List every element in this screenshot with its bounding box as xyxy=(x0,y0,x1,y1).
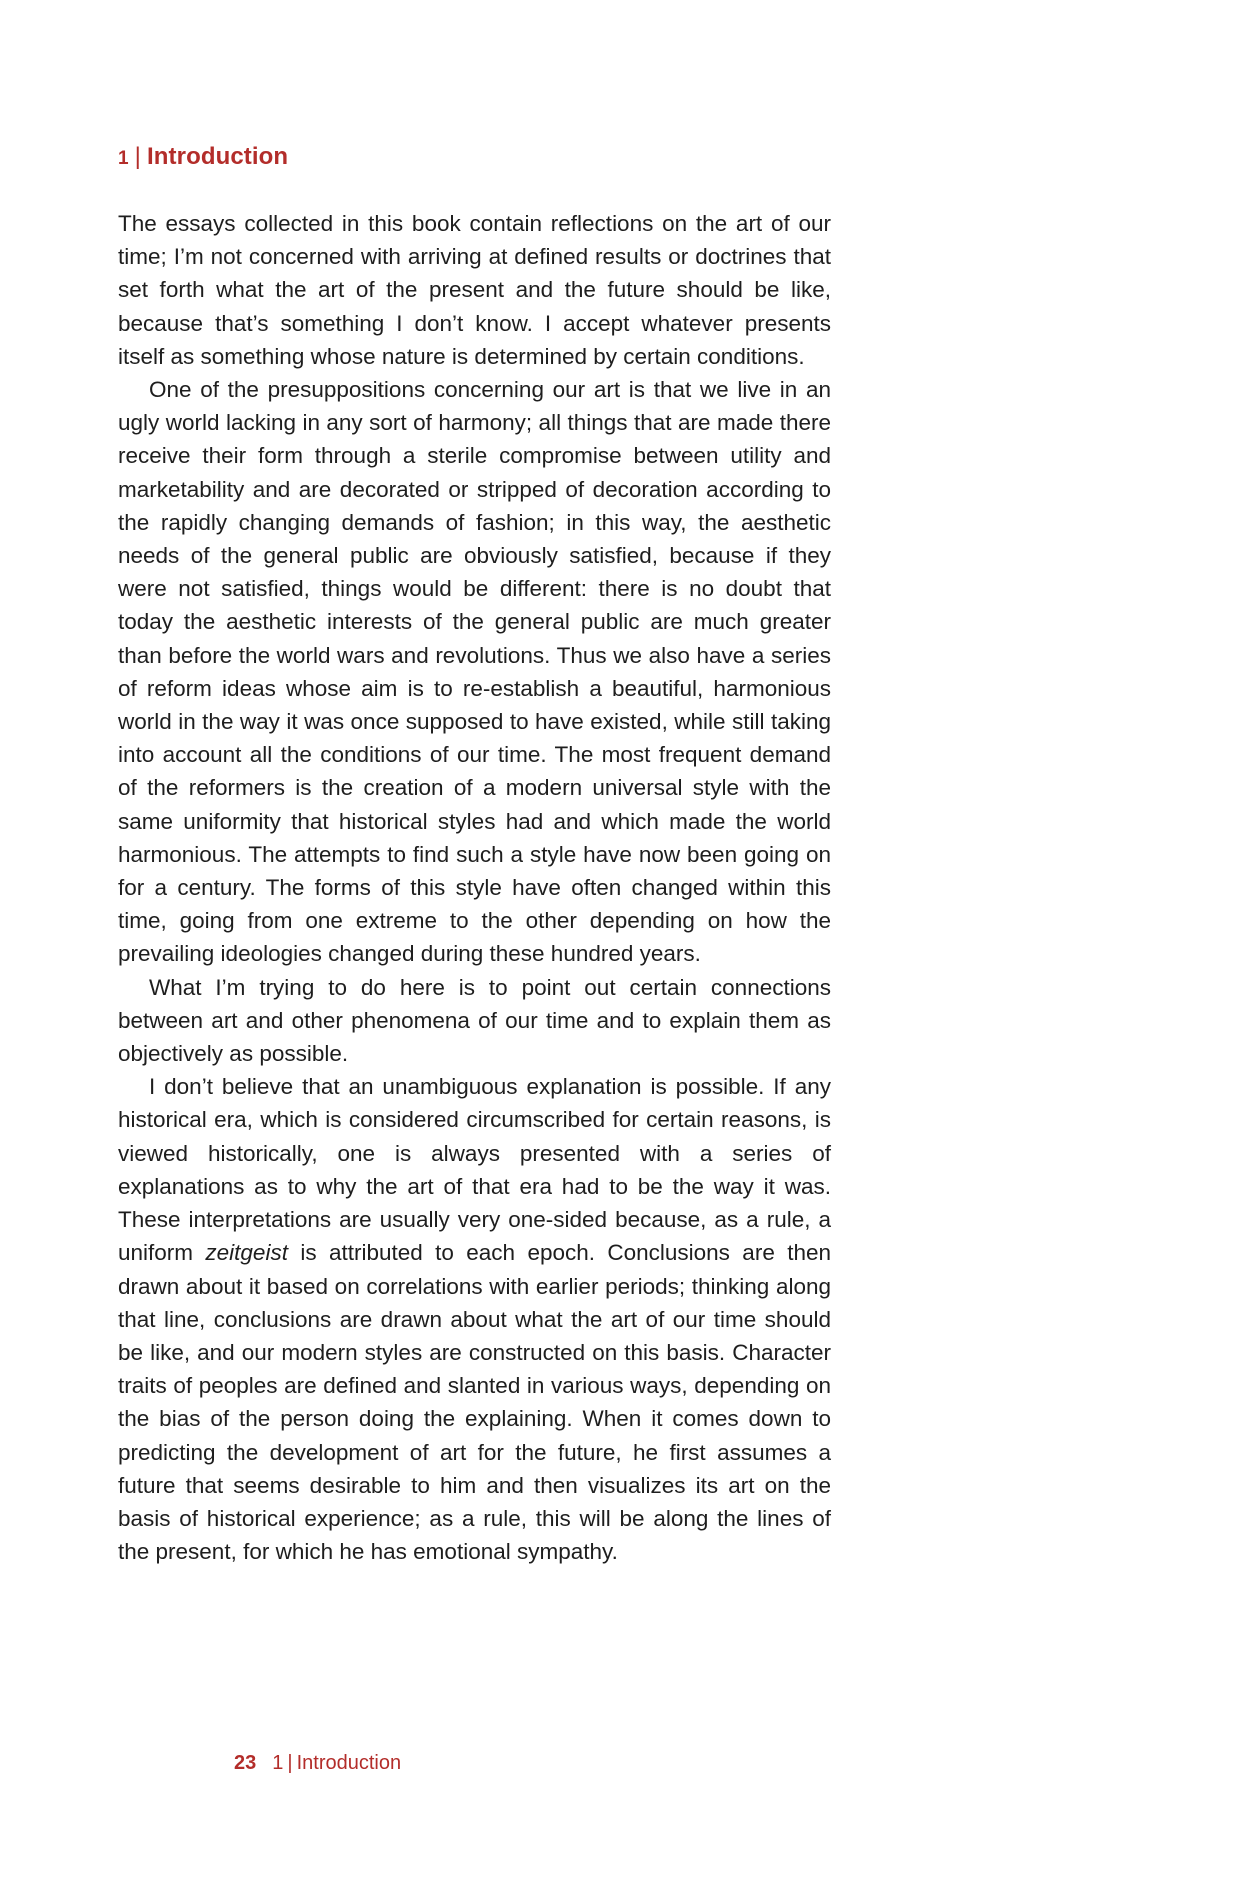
body-text xyxy=(118,207,831,1568)
footer-chapter-number: 1 xyxy=(272,1752,284,1774)
footer-separator: | xyxy=(287,1752,293,1774)
footer-chapter-title: Introduction xyxy=(296,1752,402,1774)
paragraph-4 xyxy=(118,1070,831,1568)
paragraph-4-part-1: I don’t believe that an unambiguous explanation is possible. If any historical era, which is considered circumscribed for certain reasons, is viewed historically, one is always presented with a series of explanations as to why the art of that era had to be the way it was. These interpretations are usually very one-sided because, as a rule, a uniform xyxy=(118,1074,831,1266)
chapter-title: Introduction xyxy=(147,143,289,170)
page-number: 23 xyxy=(234,1752,257,1774)
chapter-heading xyxy=(118,143,288,171)
heading-separator: | xyxy=(134,143,142,170)
paragraph-4-part-2: is attributed to each epoch. Conclusions are then drawn about it based on correlations with earlier periods; thinking along that line, conclusions are drawn about what the art of our time should be like, and our modern styles are constructed on this basis. Character traits of peoples are defined and slanted in various ways, depending on the bias of the person doing the explaining. When it comes down to predicting the development of art for the future, he first assumes a future that seems desirable to him and then visualizes its art on the basis of historical experience; as a rule, this will be along the lines of the present, for which he has emotional sympathy. xyxy=(118,1240,831,1565)
chapter-number: 1 xyxy=(118,148,129,169)
paragraph-3: What I’m trying to do here is to point out certain connections between art and other phenomena of our time and to explain them as objectively as possible. xyxy=(118,974,831,1067)
page-footer xyxy=(234,1752,401,1775)
paragraph-1: The essays collected in this book contain reflections on the art of our time; I’m not concerned with arriving at defined results or doctrines that set forth what the art of the present and the future should be like, because that’s something I don’t know. I accept whatever presents itself as something whose nature is determined by certain conditions. xyxy=(118,211,831,369)
paragraph-2: One of the presuppositions concerning our art is that we live in an ugly world lacking in any sort of harmony; all things that are made there receive their form through a sterile compromise between utility and marketability and are decorated or stripped of decoration according to the rapidly changing demands of fashion; in this way, the aesthetic needs of the general public are obviously satisfied, because if they were not satisfied, things would be different: there is no doubt that today the aesthetic interests of the general public are much greater than before the world wars and revolutions. Thus we also have a series of reform ideas whose aim is to re-establish a beautiful, harmonious world in the way it was once supposed to have existed, while still taking into account all the conditions of our time. The most frequent demand of the reformers is the creation of a modern universal style with the same uniformity that historical styles had and which made the world harmonious. The attempts to find such a style have now been going on for a century. The forms of this style have often changed within this time, going from one extreme to the other depending on how the prevailing ideologies changed during these hundred years. xyxy=(118,377,831,967)
italic-term: zeitgeist xyxy=(205,1240,288,1266)
